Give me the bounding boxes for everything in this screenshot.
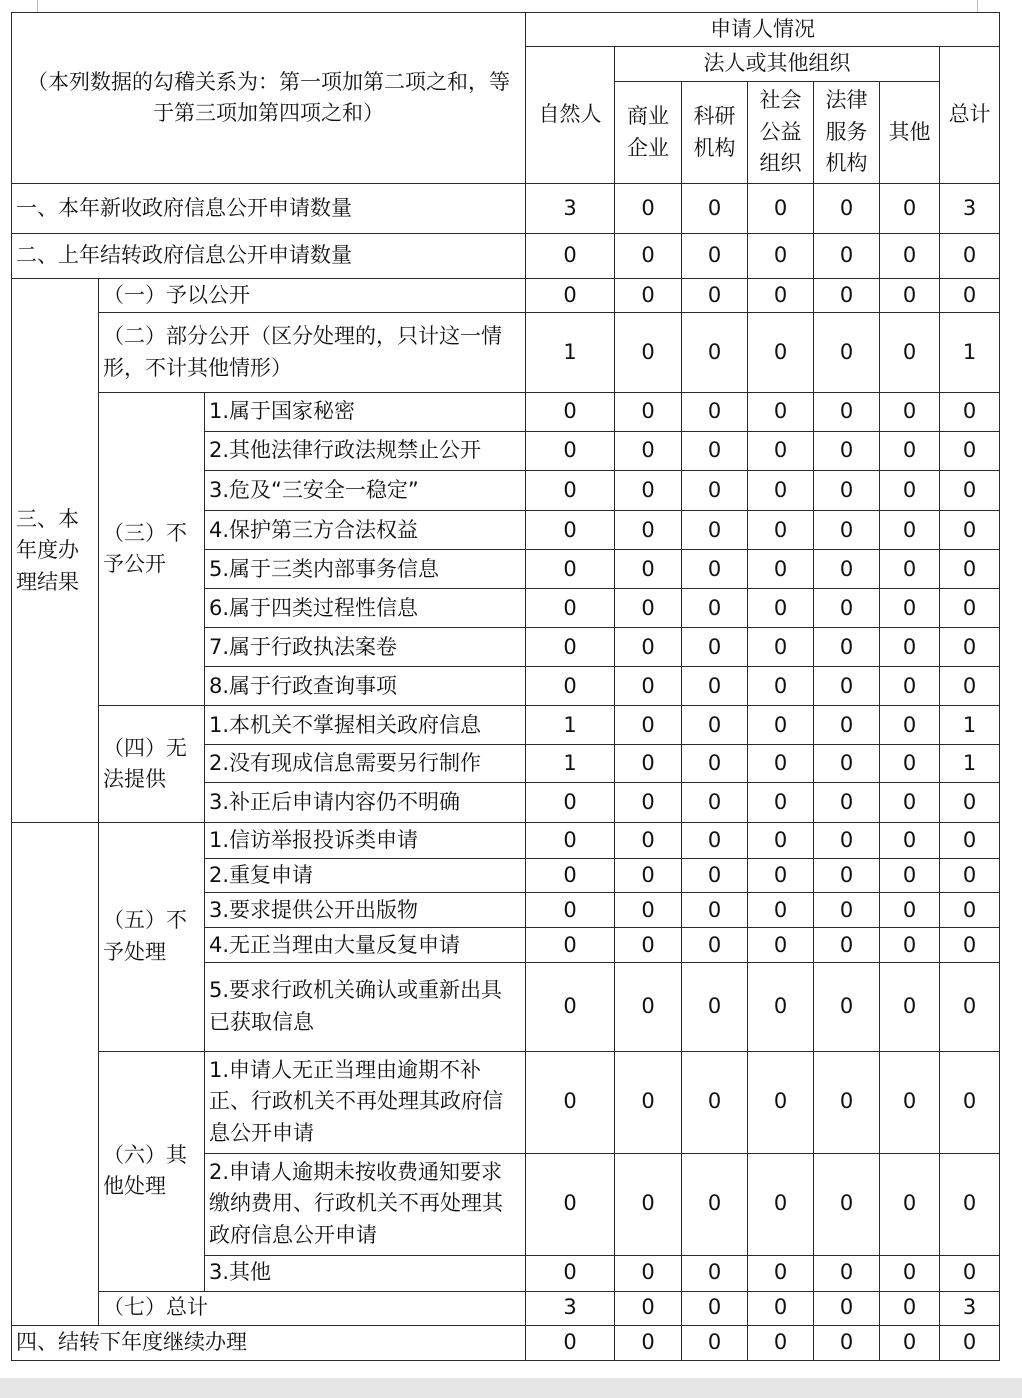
information-disclosure-table	[11, 12, 1000, 1361]
value-cell-total: 0	[940, 511, 1000, 550]
row-label-new-requests: 一、本年新收政府信息公开申请数量	[12, 184, 526, 234]
value-cell-other: 0	[880, 859, 940, 893]
value-cell-other: 0	[880, 393, 940, 432]
value-cell-business: 0	[615, 432, 682, 471]
table-row	[12, 1325, 1000, 1360]
value-cell-natural-person: 1	[526, 745, 615, 783]
group-label: （五）不予处理	[99, 823, 205, 1051]
table-row	[12, 184, 1000, 234]
row-label: 1.信访举报投诉类申请	[205, 823, 526, 859]
value-cell-public-welfare: 0	[748, 511, 814, 550]
row-label: 4.保护第三方合法权益	[205, 511, 526, 550]
value-cell-business: 0	[615, 667, 682, 706]
value-cell-business: 0	[615, 589, 682, 628]
value-cell-research: 0	[682, 279, 748, 313]
value-cell-business: 0	[615, 511, 682, 550]
page-corner-mark-right	[977, 0, 978, 12]
value-cell-other: 0	[880, 279, 940, 313]
table-row	[12, 279, 1000, 313]
value-cell-legal-service: 0	[814, 823, 880, 859]
value-cell-public-welfare: 0	[748, 184, 814, 234]
value-cell-total: 1	[940, 706, 1000, 745]
value-cell-other: 0	[880, 313, 940, 393]
value-cell-total: 0	[940, 783, 1000, 823]
value-cell-other: 0	[880, 783, 940, 823]
row-label-carried-over: 二、上年结转政府信息公开申请数量	[12, 234, 526, 279]
value-cell-total: 3	[940, 184, 1000, 234]
row-label: 6.属于四类过程性信息	[205, 589, 526, 628]
value-cell-research: 0	[682, 184, 748, 234]
value-cell-other: 0	[880, 511, 940, 550]
value-cell-legal-service: 0	[814, 234, 880, 279]
value-cell-business: 0	[615, 1291, 682, 1325]
value-cell-other: 0	[880, 1051, 940, 1153]
value-cell-total: 0	[940, 628, 1000, 667]
value-cell-public-welfare: 0	[748, 279, 814, 313]
value-cell-total: 0	[940, 1153, 1000, 1255]
row-label-carry-forward: 四、结转下年度继续办理	[12, 1325, 526, 1360]
value-cell-total: 0	[940, 550, 1000, 589]
value-cell-natural-person: 0	[526, 963, 615, 1051]
value-cell-total: 0	[940, 859, 1000, 893]
row-label: 7.属于行政执法案卷	[205, 628, 526, 667]
value-cell-business: 0	[615, 783, 682, 823]
page-corner-mark-left	[37, 0, 38, 12]
value-cell-natural-person: 1	[526, 706, 615, 745]
value-cell-total: 0	[940, 928, 1000, 963]
value-cell-public-welfare: 0	[748, 589, 814, 628]
value-cell-public-welfare: 0	[748, 783, 814, 823]
value-cell-total: 0	[940, 393, 1000, 432]
value-cell-public-welfare: 0	[748, 893, 814, 928]
table-row	[12, 1291, 1000, 1325]
value-cell-public-welfare: 0	[748, 1255, 814, 1291]
value-cell-total: 3	[940, 1291, 1000, 1325]
table-row	[12, 313, 1000, 393]
value-cell-natural-person: 0	[526, 667, 615, 706]
value-cell-research: 0	[682, 706, 748, 745]
value-cell-legal-service: 0	[814, 893, 880, 928]
header-legal-service: 法律服务机构	[814, 82, 880, 184]
value-cell-public-welfare: 0	[748, 859, 814, 893]
value-cell-natural-person: 0	[526, 589, 615, 628]
row-label: 1.申请人无正当理由逾期不补正、行政机关不再处理其政府信息公开申请	[205, 1051, 526, 1153]
header-legal-group: 法人或其他组织	[615, 47, 940, 82]
value-cell-business: 0	[615, 893, 682, 928]
value-cell-public-welfare: 0	[748, 928, 814, 963]
value-cell-legal-service: 0	[814, 1325, 880, 1360]
row-label: 1.本机关不掌握相关政府信息	[205, 706, 526, 745]
value-cell-natural-person: 0	[526, 928, 615, 963]
value-cell-public-welfare: 0	[748, 963, 814, 1051]
value-cell-natural-person: 0	[526, 783, 615, 823]
value-cell-research: 0	[682, 1153, 748, 1255]
value-cell-legal-service: 0	[814, 1051, 880, 1153]
value-cell-other: 0	[880, 667, 940, 706]
value-cell-natural-person: 0	[526, 1255, 615, 1291]
value-cell-public-welfare: 0	[748, 1153, 814, 1255]
value-cell-legal-service: 0	[814, 550, 880, 589]
row-label: 3.其他	[205, 1255, 526, 1291]
value-cell-legal-service: 0	[814, 859, 880, 893]
row-label: 2.申请人逾期未按收费通知要求缴纳费用、行政机关不再处理其政府信息公开申请	[205, 1153, 526, 1255]
value-cell-legal-service: 0	[814, 1291, 880, 1325]
table-row	[12, 706, 1000, 745]
value-cell-total: 1	[940, 745, 1000, 783]
row-label: 1.属于国家秘密	[205, 393, 526, 432]
value-cell-legal-service: 0	[814, 393, 880, 432]
value-cell-other: 0	[880, 432, 940, 471]
row-label: 3.危及“三安全一稳定”	[205, 471, 526, 511]
value-cell-legal-service: 0	[814, 928, 880, 963]
value-cell-natural-person: 0	[526, 859, 615, 893]
value-cell-natural-person: 0	[526, 1325, 615, 1360]
value-cell-legal-service: 0	[814, 706, 880, 745]
table-row	[12, 823, 1000, 859]
value-cell-public-welfare: 0	[748, 1291, 814, 1325]
value-cell-total: 0	[940, 234, 1000, 279]
value-cell-total: 0	[940, 1051, 1000, 1153]
value-cell-research: 0	[682, 928, 748, 963]
header-research: 科研机构	[682, 82, 748, 184]
value-cell-natural-person: 1	[526, 313, 615, 393]
value-cell-natural-person: 0	[526, 234, 615, 279]
value-cell-other: 0	[880, 823, 940, 859]
value-cell-business: 0	[615, 706, 682, 745]
value-cell-research: 0	[682, 234, 748, 279]
value-cell-other: 0	[880, 893, 940, 928]
value-cell-research: 0	[682, 628, 748, 667]
value-cell-other: 0	[880, 1291, 940, 1325]
value-cell-natural-person: 0	[526, 628, 615, 667]
value-cell-legal-service: 0	[814, 511, 880, 550]
value-cell-research: 0	[682, 893, 748, 928]
table-row	[12, 13, 1000, 47]
value-cell-other: 0	[880, 1153, 940, 1255]
table-row	[12, 1051, 1000, 1153]
table-row	[12, 393, 1000, 432]
value-cell-legal-service: 0	[814, 745, 880, 783]
value-cell-total: 0	[940, 432, 1000, 471]
value-cell-other: 0	[880, 471, 940, 511]
row-label: （二）部分公开（区分处理的，只计这一情形，不计其他情形）	[99, 313, 526, 393]
value-cell-business: 0	[615, 184, 682, 234]
row-label: 4.无正当理由大量反复申请	[205, 928, 526, 963]
value-cell-legal-service: 0	[814, 589, 880, 628]
value-cell-legal-service: 0	[814, 313, 880, 393]
value-cell-research: 0	[682, 1051, 748, 1153]
value-cell-natural-person: 3	[526, 1291, 615, 1325]
row-label: （七）总计	[99, 1291, 526, 1325]
value-cell-research: 0	[682, 1325, 748, 1360]
value-cell-natural-person: 0	[526, 823, 615, 859]
value-cell-public-welfare: 0	[748, 628, 814, 667]
value-cell-business: 0	[615, 1051, 682, 1153]
value-cell-legal-service: 0	[814, 667, 880, 706]
value-cell-other: 0	[880, 963, 940, 1051]
value-cell-natural-person: 0	[526, 550, 615, 589]
value-cell-business: 0	[615, 1325, 682, 1360]
table-row	[12, 234, 1000, 279]
value-cell-public-welfare: 0	[748, 550, 814, 589]
row-label: 3.要求提供公开出版物	[205, 893, 526, 928]
value-cell-total: 0	[940, 1325, 1000, 1360]
value-cell-legal-service: 0	[814, 628, 880, 667]
value-cell-legal-service: 0	[814, 1153, 880, 1255]
value-cell-other: 0	[880, 550, 940, 589]
value-cell-research: 0	[682, 783, 748, 823]
value-cell-total: 0	[940, 1255, 1000, 1291]
value-cell-other: 0	[880, 628, 940, 667]
row-label: 3.补正后申请内容仍不明确	[205, 783, 526, 823]
value-cell-research: 0	[682, 313, 748, 393]
value-cell-business: 0	[615, 823, 682, 859]
header-other: 其他	[880, 82, 940, 184]
section-label-results: 三、本年度办理结果	[12, 279, 99, 823]
row-label: （一）予以公开	[99, 279, 526, 313]
row-label: 5.属于三类内部事务信息	[205, 550, 526, 589]
value-cell-other: 0	[880, 589, 940, 628]
value-cell-natural-person: 0	[526, 393, 615, 432]
row-label: 2.其他法律行政法规禁止公开	[205, 432, 526, 471]
value-cell-natural-person: 0	[526, 511, 615, 550]
value-cell-natural-person: 0	[526, 471, 615, 511]
value-cell-research: 0	[682, 667, 748, 706]
value-cell-total: 0	[940, 893, 1000, 928]
value-cell-natural-person: 0	[526, 893, 615, 928]
value-cell-research: 0	[682, 823, 748, 859]
group-label: （四）无法提供	[99, 706, 205, 823]
value-cell-research: 0	[682, 432, 748, 471]
value-cell-total: 0	[940, 471, 1000, 511]
value-cell-other: 0	[880, 706, 940, 745]
value-cell-business: 0	[615, 393, 682, 432]
value-cell-business: 0	[615, 313, 682, 393]
value-cell-business: 0	[615, 628, 682, 667]
header-natural-person: 自然人	[526, 47, 615, 184]
value-cell-business: 0	[615, 234, 682, 279]
value-cell-business: 0	[615, 471, 682, 511]
page-bottom-shade	[0, 1378, 1022, 1398]
row-label: 2.没有现成信息需要另行制作	[205, 745, 526, 783]
value-cell-business: 0	[615, 550, 682, 589]
header-note: （本列数据的勾稽关系为：第一项加第二项之和，等于第三项加第四项之和）	[12, 13, 526, 184]
group-label: （六）其他处理	[99, 1051, 205, 1291]
value-cell-public-welfare: 0	[748, 234, 814, 279]
value-cell-other: 0	[880, 928, 940, 963]
value-cell-research: 0	[682, 963, 748, 1051]
value-cell-public-welfare: 0	[748, 667, 814, 706]
value-cell-legal-service: 0	[814, 432, 880, 471]
value-cell-other: 0	[880, 745, 940, 783]
group-label: （三）不予公开	[99, 393, 205, 706]
value-cell-business: 0	[615, 279, 682, 313]
value-cell-public-welfare: 0	[748, 471, 814, 511]
header-total: 总计	[940, 47, 1000, 184]
value-cell-research: 0	[682, 550, 748, 589]
value-cell-other: 0	[880, 1255, 940, 1291]
value-cell-legal-service: 0	[814, 471, 880, 511]
value-cell-legal-service: 0	[814, 783, 880, 823]
value-cell-total: 0	[940, 667, 1000, 706]
value-cell-natural-person: 0	[526, 432, 615, 471]
value-cell-business: 0	[615, 963, 682, 1051]
header-public-welfare: 社会公益组织	[748, 82, 814, 184]
row-label: 5.要求行政机关确认或重新出具已获取信息	[205, 963, 526, 1051]
value-cell-other: 0	[880, 184, 940, 234]
value-cell-research: 0	[682, 1255, 748, 1291]
value-cell-natural-person: 0	[526, 1153, 615, 1255]
value-cell-business: 0	[615, 1153, 682, 1255]
value-cell-public-welfare: 0	[748, 432, 814, 471]
value-cell-public-welfare: 0	[748, 823, 814, 859]
header-applicant: 申请人情况	[526, 13, 1000, 47]
value-cell-business: 0	[615, 928, 682, 963]
value-cell-research: 0	[682, 393, 748, 432]
value-cell-public-welfare: 0	[748, 745, 814, 783]
row-label: 2.重复申请	[205, 859, 526, 893]
value-cell-total: 0	[940, 823, 1000, 859]
value-cell-other: 0	[880, 1325, 940, 1360]
value-cell-total: 0	[940, 279, 1000, 313]
value-cell-total: 0	[940, 589, 1000, 628]
value-cell-public-welfare: 0	[748, 313, 814, 393]
section-label-continuation	[12, 823, 99, 1325]
value-cell-research: 0	[682, 745, 748, 783]
value-cell-public-welfare: 0	[748, 393, 814, 432]
value-cell-research: 0	[682, 589, 748, 628]
value-cell-public-welfare: 0	[748, 1325, 814, 1360]
value-cell-research: 0	[682, 511, 748, 550]
row-label: 8.属于行政查询事项	[205, 667, 526, 706]
value-cell-total: 1	[940, 313, 1000, 393]
value-cell-business: 0	[615, 1255, 682, 1291]
value-cell-natural-person: 0	[526, 1051, 615, 1153]
value-cell-research: 0	[682, 1291, 748, 1325]
value-cell-public-welfare: 0	[748, 1051, 814, 1153]
value-cell-legal-service: 0	[814, 279, 880, 313]
value-cell-research: 0	[682, 859, 748, 893]
value-cell-natural-person: 3	[526, 184, 615, 234]
value-cell-business: 0	[615, 745, 682, 783]
value-cell-legal-service: 0	[814, 1255, 880, 1291]
value-cell-total: 0	[940, 963, 1000, 1051]
value-cell-public-welfare: 0	[748, 706, 814, 745]
value-cell-research: 0	[682, 471, 748, 511]
value-cell-other: 0	[880, 234, 940, 279]
header-business: 商业企业	[615, 82, 682, 184]
value-cell-legal-service: 0	[814, 184, 880, 234]
value-cell-business: 0	[615, 859, 682, 893]
value-cell-legal-service: 0	[814, 963, 880, 1051]
value-cell-natural-person: 0	[526, 279, 615, 313]
